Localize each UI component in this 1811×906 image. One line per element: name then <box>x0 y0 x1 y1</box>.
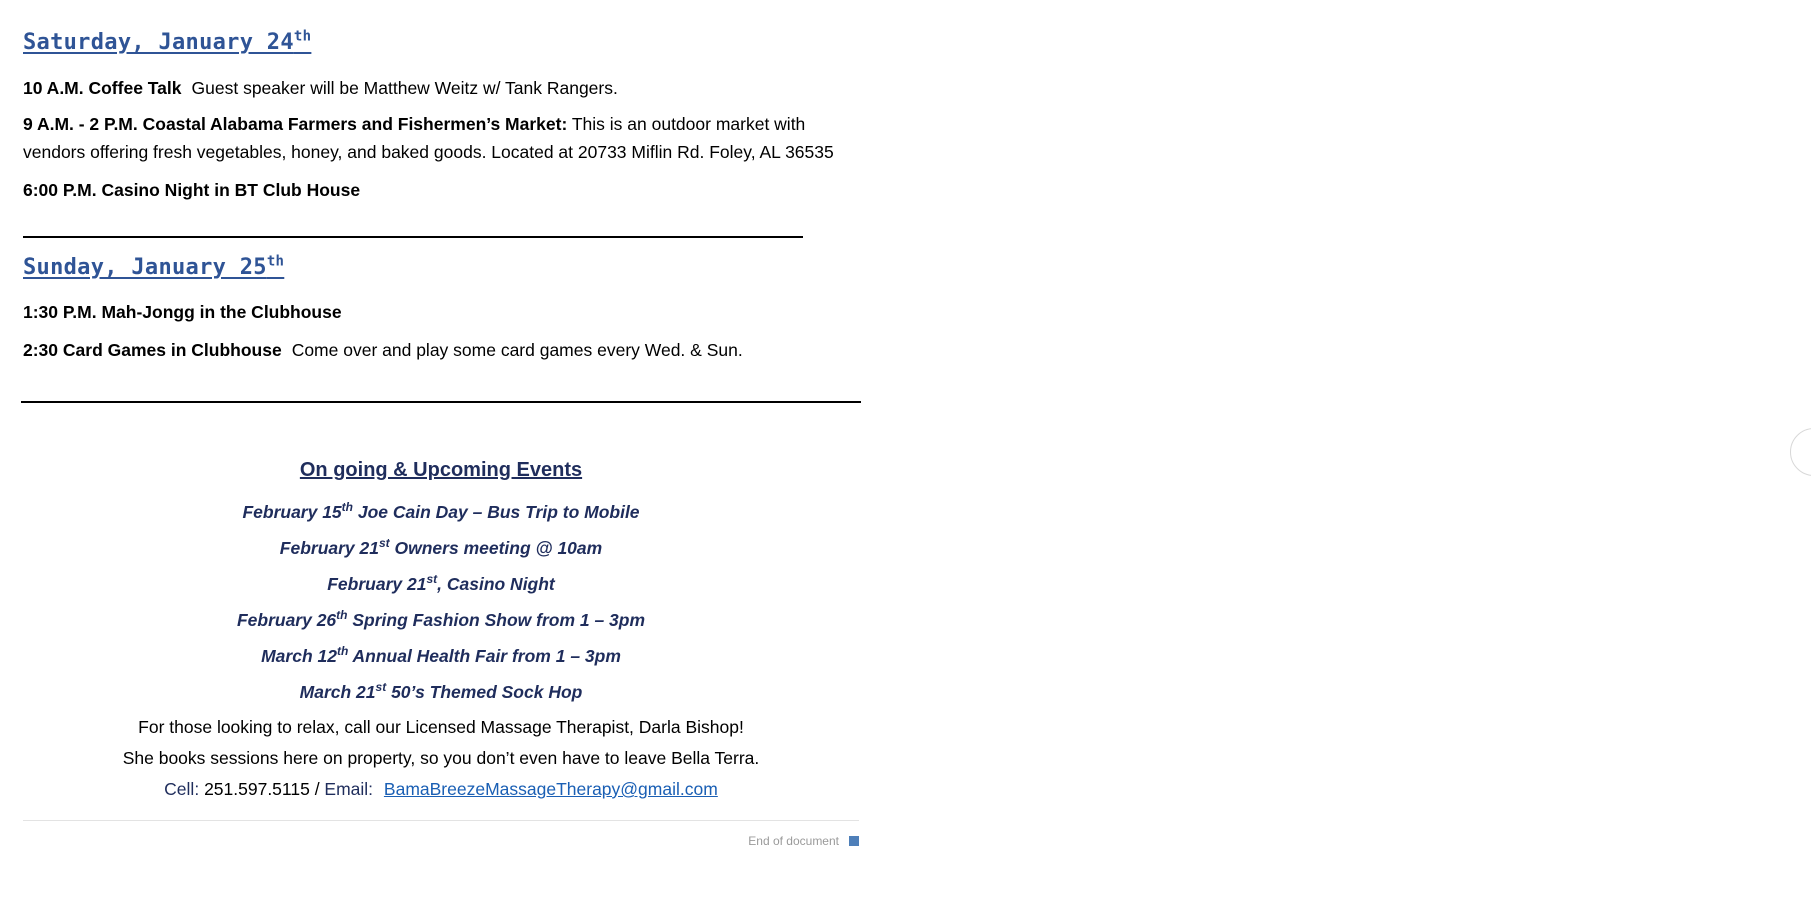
event-description: Joe Cain Day – Bus Trip to Mobile <box>353 502 640 522</box>
event-date-sup: st <box>426 572 438 587</box>
event-description: Annual Health Fair from 1 – 3pm <box>348 646 621 666</box>
item-title: 1:30 P.M. Mah-Jongg in the Clubhouse <box>23 302 342 322</box>
sunday-item-mah-jongg <box>23 298 863 326</box>
contact-separator: / <box>309 779 325 799</box>
event-item <box>23 638 859 674</box>
sunday-heading-sup: th <box>266 253 285 270</box>
event-date-sup: th <box>336 608 348 623</box>
email-link[interactable]: BamaBreezeMassageTherapy@gmail.com <box>383 779 718 799</box>
event-date: February 26 <box>236 610 337 630</box>
massage-line-1: For those looking to relax, call our Licensed Massage Therapist, Darla Bishop! <box>138 717 744 737</box>
sunday-heading <box>23 255 284 280</box>
item-title: 9 A.M. - 2 P.M. Coastal Alabama Farmers and Fishermen’s Market: <box>23 114 568 134</box>
end-divider <box>23 820 859 821</box>
event-date: March 21 <box>299 682 376 702</box>
event-date: February 21 <box>327 574 427 594</box>
upcoming-events-title: On going & Upcoming Events <box>299 459 583 481</box>
end-of-document-marker <box>559 834 859 848</box>
item-text: This is an outdoor market with vendors offering fresh vegetables, honey, and baked goods. Located at 20733 Miflin Rd. Foley, AL 36535 <box>23 114 834 162</box>
contact-line <box>23 774 859 805</box>
event-date-sup: st <box>375 680 387 695</box>
event-date-sup: th <box>341 500 353 515</box>
email-label: Email: <box>324 779 374 799</box>
event-item <box>23 566 859 602</box>
item-text: Come over and play some card games every Wed. & Sun. <box>291 340 743 360</box>
upcoming-events-list <box>23 494 859 710</box>
event-description: Owners meeting @ 10am <box>389 538 603 558</box>
event-item <box>23 674 859 710</box>
section-divider <box>23 236 803 238</box>
end-square-icon <box>849 836 859 846</box>
saturday-item-farmers-market <box>23 110 863 166</box>
sunday-heading-text: Sunday, January 25 <box>23 255 267 280</box>
event-description: 50’s Themed Sock Hop <box>386 682 583 702</box>
saturday-heading-text: Saturday, January 24 <box>23 30 294 55</box>
cell-number: 251.597.5115 <box>204 779 310 799</box>
event-item <box>23 530 859 566</box>
event-date-sup: th <box>336 644 349 659</box>
upcoming-events-section <box>23 456 859 805</box>
event-date: February 21 <box>279 538 379 558</box>
end-of-document-text: End of document <box>748 834 839 848</box>
saturday-item-casino-night <box>23 176 863 204</box>
cell-label: Cell: <box>164 779 200 799</box>
event-description: , Casino Night <box>437 574 555 594</box>
massage-line-2: She books sessions here on property, so you don’t even have to leave Bella Terra. <box>122 748 760 768</box>
sunday-item-card-games <box>23 336 863 364</box>
event-item <box>23 494 859 530</box>
section-divider <box>21 401 861 403</box>
saturday-heading <box>23 30 311 55</box>
item-title: 2:30 Card Games in Clubhouse <box>23 340 282 360</box>
item-text: Guest speaker will be Matthew Weitz w/ Tank Rangers. <box>191 78 618 98</box>
event-description: Spring Fashion Show from 1 – 3pm <box>347 610 646 630</box>
event-date: February 15 <box>242 502 342 522</box>
event-date: March 12 <box>261 646 337 666</box>
item-title: 6:00 P.M. Casino Night in BT Club House <box>23 180 361 200</box>
saturday-item-coffee-talk <box>23 74 863 102</box>
event-date-sup: st <box>378 536 390 551</box>
side-scroll-button[interactable] <box>1790 428 1811 476</box>
saturday-heading-sup: th <box>293 28 312 45</box>
item-title: 10 A.M. Coffee Talk <box>23 78 182 98</box>
event-item <box>23 602 859 638</box>
